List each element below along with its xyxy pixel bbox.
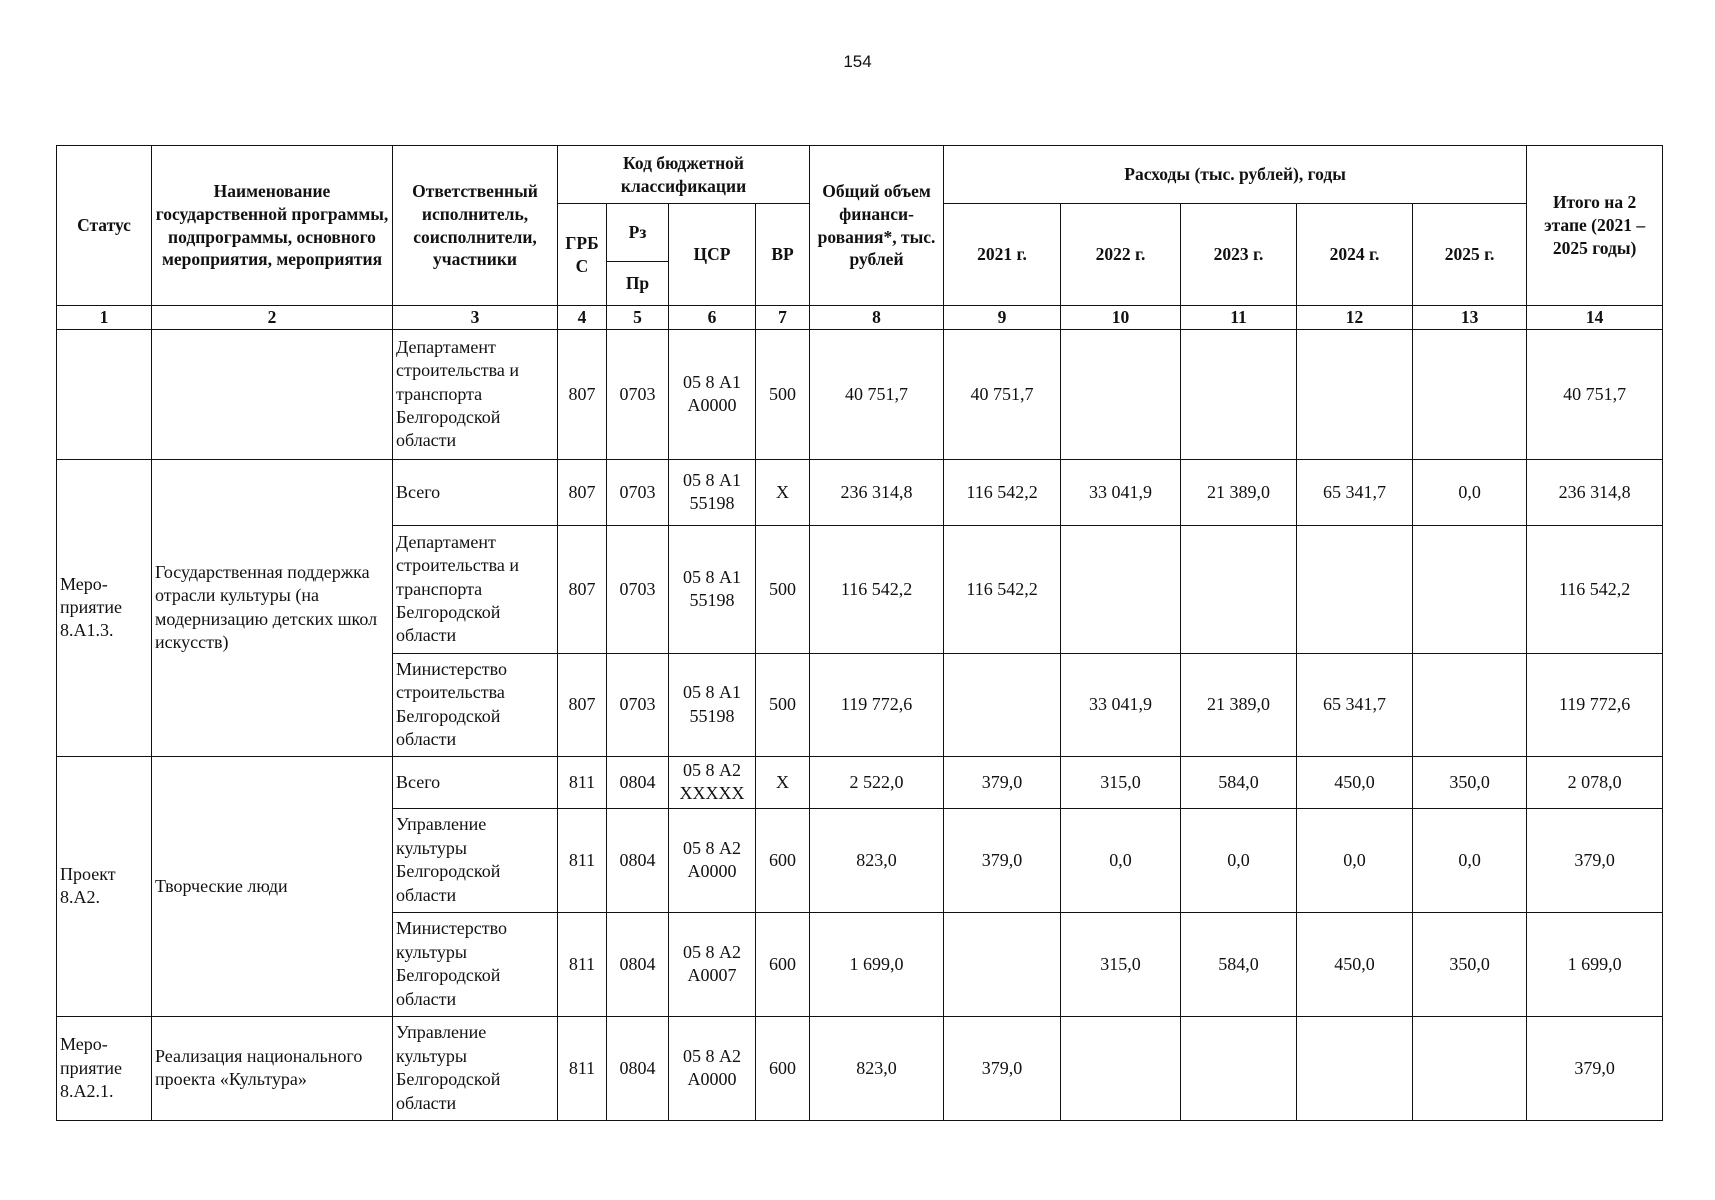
rzpr-cell: 0804 bbox=[607, 808, 669, 912]
column-number: 9 bbox=[944, 306, 1061, 330]
table-body bbox=[57, 329, 1663, 1120]
table-row bbox=[57, 1016, 1663, 1120]
total-cell: 236 314,8 bbox=[810, 459, 944, 525]
y2025-cell bbox=[1413, 1016, 1527, 1120]
rzpr-cell: 0703 bbox=[607, 329, 669, 459]
vr-cell: 500 bbox=[756, 525, 810, 653]
header-csr: ЦСР bbox=[669, 204, 756, 306]
y2025-cell bbox=[1413, 329, 1527, 459]
vr-cell: 600 bbox=[756, 808, 810, 912]
vr-cell: Х bbox=[756, 459, 810, 525]
y2025-cell: 0,0 bbox=[1413, 808, 1527, 912]
y2021-cell: 379,0 bbox=[944, 808, 1061, 912]
page-number: 154 bbox=[843, 52, 872, 71]
stage-total-cell: 379,0 bbox=[1527, 808, 1663, 912]
column-number: 3 bbox=[393, 306, 558, 330]
column-number: 14 bbox=[1527, 306, 1663, 330]
y2021-cell: 116 542,2 bbox=[944, 525, 1061, 653]
header-rz: Рз bbox=[607, 204, 669, 262]
column-number: 11 bbox=[1181, 306, 1297, 330]
status-cell: Меро-приятие 8.А2.1. bbox=[57, 1016, 152, 1120]
header-grbs: ГРБ С bbox=[558, 204, 607, 306]
stage-total-cell: 379,0 bbox=[1527, 1016, 1663, 1120]
csr-cell: 05 8 А2 ХХХХХ bbox=[669, 756, 756, 808]
total-cell: 116 542,2 bbox=[810, 525, 944, 653]
column-number: 8 bbox=[810, 306, 944, 330]
y2025-cell: 0,0 bbox=[1413, 459, 1527, 525]
status-cell: Проект 8.А2. bbox=[57, 756, 152, 1016]
grbs-cell: 807 bbox=[558, 525, 607, 653]
total-cell: 119 772,6 bbox=[810, 653, 944, 756]
y2024-cell: 450,0 bbox=[1297, 912, 1413, 1016]
executor-cell: Всего bbox=[393, 756, 558, 808]
y2024-cell: 450,0 bbox=[1297, 756, 1413, 808]
vr-cell: Х bbox=[756, 756, 810, 808]
rzpr-cell: 0804 bbox=[607, 1016, 669, 1120]
stage-total-cell: 40 751,7 bbox=[1527, 329, 1663, 459]
csr-cell: 05 8 А1 55198 bbox=[669, 525, 756, 653]
y2022-cell: 0,0 bbox=[1061, 808, 1181, 912]
vr-cell: 600 bbox=[756, 1016, 810, 1120]
total-cell: 40 751,7 bbox=[810, 329, 944, 459]
y2023-cell: 584,0 bbox=[1181, 756, 1297, 808]
header-stage-total: Итого на 2 этапе (2021 – 2025 годы) bbox=[1527, 146, 1663, 306]
name-cell: Государственная поддержка отрасли культуры (на модернизацию детских школ искусств) bbox=[152, 459, 393, 756]
stage-total-cell: 236 314,8 bbox=[1527, 459, 1663, 525]
y2021-cell: 116 542,2 bbox=[944, 459, 1061, 525]
stage-total-cell: 119 772,6 bbox=[1527, 653, 1663, 756]
vr-cell: 500 bbox=[756, 329, 810, 459]
header-total-volume: Общий объем финанси-рования*, тыс. рублей bbox=[810, 146, 944, 306]
header-vr: ВР bbox=[756, 204, 810, 306]
name-cell: Творческие люди bbox=[152, 756, 393, 1016]
header-status: Статус bbox=[57, 146, 152, 306]
header-2021: 2021 г. bbox=[944, 204, 1061, 306]
stage-total-cell: 2 078,0 bbox=[1527, 756, 1663, 808]
header-2023: 2023 г. bbox=[1181, 204, 1297, 306]
name-cell: Реализация национального проекта «Культура» bbox=[152, 1016, 393, 1120]
y2024-cell: 0,0 bbox=[1297, 808, 1413, 912]
column-number: 10 bbox=[1061, 306, 1181, 330]
y2023-cell: 0,0 bbox=[1181, 808, 1297, 912]
y2023-cell: 584,0 bbox=[1181, 912, 1297, 1016]
y2024-cell: 65 341,7 bbox=[1297, 653, 1413, 756]
y2024-cell bbox=[1297, 1016, 1413, 1120]
stage-total-cell: 1 699,0 bbox=[1527, 912, 1663, 1016]
grbs-cell: 807 bbox=[558, 459, 607, 525]
status-cell: Меро-приятие 8.А1.3. bbox=[57, 459, 152, 756]
y2025-cell: 350,0 bbox=[1413, 912, 1527, 1016]
y2024-cell bbox=[1297, 329, 1413, 459]
y2022-cell bbox=[1061, 329, 1181, 459]
name-cell bbox=[152, 329, 393, 459]
table-row bbox=[57, 329, 1663, 459]
csr-cell: 05 8 А1 55198 bbox=[669, 653, 756, 756]
total-cell: 823,0 bbox=[810, 808, 944, 912]
csr-cell: 05 8 А2 А0000 bbox=[669, 1016, 756, 1120]
executor-cell: Министерство культуры Белгородской области bbox=[393, 912, 558, 1016]
y2025-cell bbox=[1413, 525, 1527, 653]
column-number: 7 bbox=[756, 306, 810, 330]
y2024-cell: 65 341,7 bbox=[1297, 459, 1413, 525]
executor-cell: Департамент строительства и транспорта Белгородской области bbox=[393, 329, 558, 459]
header-name: Наименование государственной программы, подпрограммы, основного мероприятия, мероприятия bbox=[152, 146, 393, 306]
executor-cell: Министерство строительства Белгородской области bbox=[393, 653, 558, 756]
executor-cell: Всего bbox=[393, 459, 558, 525]
y2025-cell bbox=[1413, 653, 1527, 756]
y2022-cell: 315,0 bbox=[1061, 912, 1181, 1016]
grbs-cell: 811 bbox=[558, 808, 607, 912]
executor-cell: Департамент строительства и транспорта Белгородской области bbox=[393, 525, 558, 653]
y2021-cell: 40 751,7 bbox=[944, 329, 1061, 459]
rzpr-cell: 0703 bbox=[607, 653, 669, 756]
executor-cell: Управление культуры Белгородской области bbox=[393, 808, 558, 912]
rzpr-cell: 0804 bbox=[607, 756, 669, 808]
y2021-cell: 379,0 bbox=[944, 756, 1061, 808]
rzpr-cell: 0703 bbox=[607, 459, 669, 525]
stage-total-cell: 116 542,2 bbox=[1527, 525, 1663, 653]
y2021-cell bbox=[944, 653, 1061, 756]
column-number: 5 bbox=[607, 306, 669, 330]
grbs-cell: 811 bbox=[558, 1016, 607, 1120]
y2022-cell bbox=[1061, 525, 1181, 653]
column-number: 4 bbox=[558, 306, 607, 330]
grbs-cell: 811 bbox=[558, 756, 607, 808]
y2023-cell bbox=[1181, 525, 1297, 653]
table-row bbox=[57, 459, 1663, 525]
column-number: 2 bbox=[152, 306, 393, 330]
column-number: 1 bbox=[57, 306, 152, 330]
column-number: 13 bbox=[1413, 306, 1527, 330]
y2025-cell: 350,0 bbox=[1413, 756, 1527, 808]
csr-cell: 05 8 А2 А0007 bbox=[669, 912, 756, 1016]
status-cell bbox=[57, 329, 152, 459]
y2023-cell: 21 389,0 bbox=[1181, 459, 1297, 525]
csr-cell: 05 8 А2 А0000 bbox=[669, 808, 756, 912]
table-row bbox=[57, 756, 1663, 808]
header-expenses: Расходы (тыс. рублей), годы bbox=[944, 146, 1527, 204]
y2023-cell: 21 389,0 bbox=[1181, 653, 1297, 756]
grbs-cell: 811 bbox=[558, 912, 607, 1016]
header-2022: 2022 г. bbox=[1061, 204, 1181, 306]
y2022-cell: 315,0 bbox=[1061, 756, 1181, 808]
column-numbers-row bbox=[57, 306, 1663, 330]
header-executor: Ответственный исполнитель, соисполнители, участники bbox=[393, 146, 558, 306]
y2021-cell bbox=[944, 912, 1061, 1016]
vr-cell: 600 bbox=[756, 912, 810, 1016]
vr-cell: 500 bbox=[756, 653, 810, 756]
y2023-cell bbox=[1181, 1016, 1297, 1120]
column-number: 6 bbox=[669, 306, 756, 330]
budget-table bbox=[56, 145, 1663, 1121]
header-pr: Пр bbox=[607, 262, 669, 306]
header-2025: 2025 г. bbox=[1413, 204, 1527, 306]
grbs-cell: 807 bbox=[558, 329, 607, 459]
executor-cell: Управление культуры Белгородской области bbox=[393, 1016, 558, 1120]
grbs-cell: 807 bbox=[558, 653, 607, 756]
y2022-cell: 33 041,9 bbox=[1061, 653, 1181, 756]
y2023-cell bbox=[1181, 329, 1297, 459]
y2021-cell: 379,0 bbox=[944, 1016, 1061, 1120]
csr-cell: 05 8 А1 А0000 bbox=[669, 329, 756, 459]
column-number: 12 bbox=[1297, 306, 1413, 330]
total-cell: 2 522,0 bbox=[810, 756, 944, 808]
total-cell: 1 699,0 bbox=[810, 912, 944, 1016]
header-budget-code: Код бюджетной классификации bbox=[558, 146, 810, 204]
y2022-cell: 33 041,9 bbox=[1061, 459, 1181, 525]
rzpr-cell: 0703 bbox=[607, 525, 669, 653]
table-header bbox=[57, 146, 1663, 330]
y2022-cell bbox=[1061, 1016, 1181, 1120]
header-2024: 2024 г. bbox=[1297, 204, 1413, 306]
csr-cell: 05 8 А1 55198 bbox=[669, 459, 756, 525]
total-cell: 823,0 bbox=[810, 1016, 944, 1120]
y2024-cell bbox=[1297, 525, 1413, 653]
rzpr-cell: 0804 bbox=[607, 912, 669, 1016]
